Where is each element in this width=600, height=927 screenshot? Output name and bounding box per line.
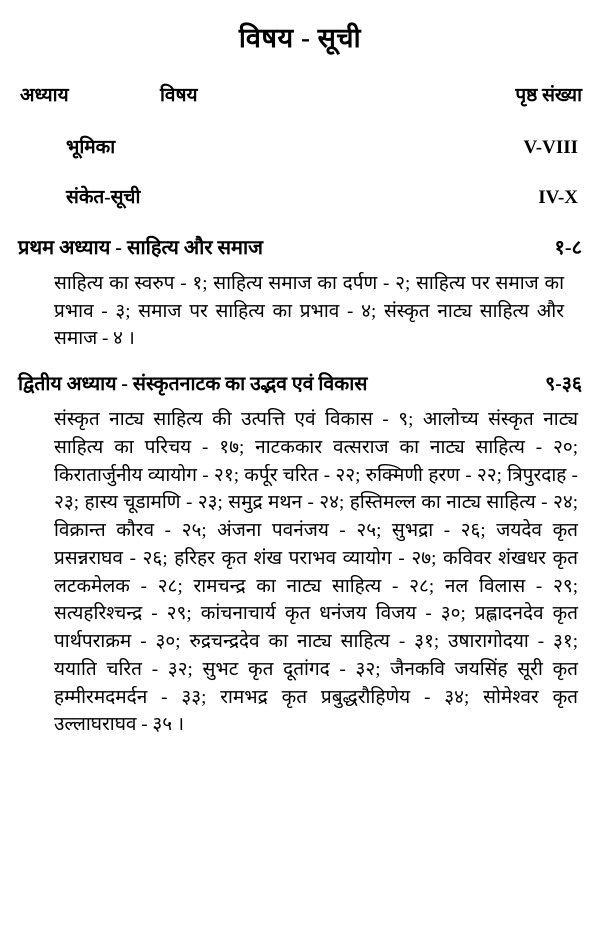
toc-entry-heading-row [18, 369, 582, 396]
column-header-subject: विषय [160, 85, 198, 106]
toc-entry-title: प्रथम अध्याय - साहित्य और समाज [18, 237, 263, 259]
column-header-page: पृष्ठ संख्या [515, 85, 582, 106]
column-header-chapter: अध्याय [20, 85, 69, 106]
column-headers [18, 81, 582, 107]
page-title: विषय - सूची [238, 23, 362, 53]
toc-entry-heading-row [18, 233, 582, 260]
front-matter-label: संकेत-सूची [66, 187, 141, 208]
toc-entry [18, 369, 582, 739]
front-matter-page: IV-X [538, 187, 578, 208]
front-matter-row [18, 133, 582, 159]
front-matter-page: V-VIII [523, 137, 578, 158]
front-matter-row [18, 183, 582, 209]
toc-entry-title: द्वितीय अध्याय - संस्कृतनाटक का उद्भव एवं विकास [18, 374, 368, 396]
toc-entry-body: संस्कृत नाट्य साहित्य की उत्पत्ति एवं विकास - ९; आलोच्य संस्कृत नाट्य साहित्य का परिचय - १७; नाटककार वत्सराज का नाट्य साहित्य - २०; किरातार्जुनीय व्यायोग - २१; कर्पूर चरित - २२; रुक्मिणी हरण - २२; त्रिपुरदाह - २३; हास्य चूडामणि - २३; समुद्र मथन - २४; हस्तिमल्ल का नाट्य साहित्य - २४; विक्रान्त कौरव - २५; अंजना पवनंजय - २५; सुभद्रा - २६; जयदेव कृत प्रसन्नराघव - २६; हरिहर कृत शंख पराभव व्यायोग - २७; कविवर शंखधर कृत लटकमेलक - २८; रामचन्द्र का नाट्य साहित्य - २८; नल विलास - २९; सत्यहरिश्चन्द्र - २९; कांचनाचार्य कृत धनंजय विजय - ३०; प्रह्लादनदेव कृत पार्थपराक्रम - ३०; रुद्रचन्द्रदेव का नाट्य साहित्य - ३१; उषारागोदया - ३१; ययाति चरित - ३२; सुभट कृत दूतांगद - ३२; जैनकवि जयसिंह सूरी कृत हम्मीरमदमर्दन - ३३; रामभद्र कृत प्रबुद्धरौहिणेय - ३४; सोमेश्वर कृत उल्लाघराघव - ३५ । [54, 409, 578, 736]
toc-entry-page: ९-३६ [545, 374, 582, 396]
toc-entry-page: १-८ [554, 237, 582, 259]
front-matter-label: भूमिका [66, 137, 116, 158]
toc-entry-body: साहित्य का स्वरुप - १; साहित्य समाज का दर्पण - २; साहित्य पर समाज का प्रभाव - ३; समाज पर साहित्य का प्रभाव - ४; संस्कृत नाट्य साहित्य और समाज - ४ । [54, 273, 564, 350]
toc-entry [18, 233, 582, 353]
